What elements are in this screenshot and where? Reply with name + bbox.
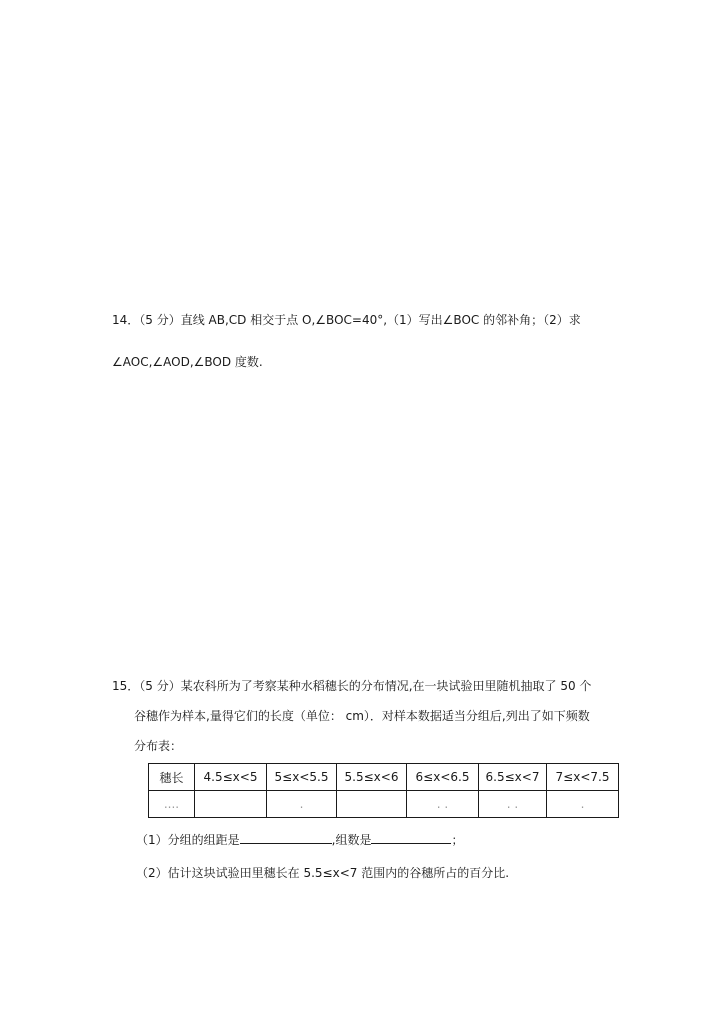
table-cell: . xyxy=(547,791,619,818)
table-cell: 穗长 xyxy=(149,764,195,791)
answer-blank-interval[interactable] xyxy=(240,831,332,844)
table-row xyxy=(149,791,619,818)
table-cell: 6.5≤x<7 xyxy=(479,764,547,791)
q15-text-line-2: 谷穗作为样本,量得它们的长度（单位： cm）．对样本数据适当分组后,列出了如下频数 xyxy=(134,709,590,723)
table-cell: 4.5≤x<5 xyxy=(195,764,267,791)
q15-part-1-text-b: ,组数是 xyxy=(331,833,372,847)
q15-part-1-text-c: ； xyxy=(451,833,464,847)
table-cell xyxy=(337,791,407,818)
q14-text-line-1: 14．（5 分）直线 AB,CD 相交于点 O,∠BOC=40°,（1）写出∠BOC 的邻补角；（2）求 xyxy=(112,313,581,327)
q15-part-1-text-a: （1）分组的组距是 xyxy=(136,833,240,847)
answer-blank-group-count[interactable] xyxy=(371,831,451,844)
table-cell: 5.5≤x<6 xyxy=(337,764,407,791)
table-header-row xyxy=(149,764,619,791)
table-cell: 5≤x<5.5 xyxy=(267,764,337,791)
table-cell: 6≤x<6.5 xyxy=(407,764,479,791)
q15-text-line-1: 15．（5 分）某农科所为了考察某种水稻穗长的分布情况,在一块试验田里随机抽取了 50 个 xyxy=(112,679,592,693)
q14-text-line-2: ∠AOC,∠AOD,∠BOD 度数. xyxy=(112,355,263,369)
table-cell xyxy=(195,791,267,818)
q15-part-2: （2）估计这块试验田里穗长在 5.5≤x<7 范围内的谷穗所占的百分比. xyxy=(136,866,510,880)
table-cell: . . xyxy=(407,791,479,818)
frequency-table xyxy=(148,763,619,818)
table-cell: 7≤x<7.5 xyxy=(547,764,619,791)
table-cell: . . xyxy=(479,791,547,818)
table-cell: .... xyxy=(149,791,195,818)
table-cell: . xyxy=(267,791,337,818)
q15-text-line-3: 分布表： xyxy=(134,739,183,753)
q15-part-1 xyxy=(136,831,463,848)
